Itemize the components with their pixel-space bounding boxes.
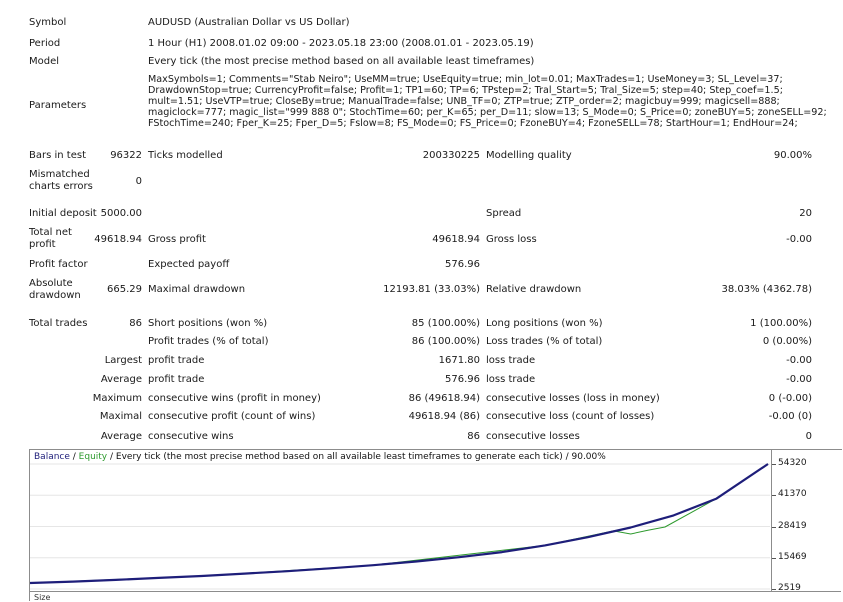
grossloss-label: Gross loss xyxy=(486,234,537,245)
payoff-label: Expected payoff xyxy=(148,259,230,270)
chart-title xyxy=(34,452,606,462)
max-losses-value: 0 (-0.00) xyxy=(768,393,812,404)
profit-trades-value: 86 (100.00%) xyxy=(411,336,480,347)
y-tick-label: 2519 xyxy=(778,583,801,593)
ticks-label: Ticks modelled xyxy=(148,150,223,161)
y-tick-label: 15469 xyxy=(778,551,807,562)
spread-label: Spread xyxy=(486,208,522,219)
chart-title-rest: / Every tick (the most precise method based on all available least timeframes to generate each tick) / 90.00% xyxy=(107,452,606,462)
maximal-profit-value: 49618.94 (86) xyxy=(408,411,480,422)
payoff-value: 576.96 xyxy=(445,259,480,270)
symbol-label: Symbol xyxy=(29,17,67,28)
short-value: 85 (100.00%) xyxy=(411,318,480,329)
model-value: Every tick (the most precise method based on all available least timeframes) xyxy=(148,56,535,67)
average-loss-value: -0.00 xyxy=(786,374,812,385)
chart-title-sep: / xyxy=(69,452,79,462)
chart-plot-area xyxy=(30,450,770,591)
y-tick-label: 28419 xyxy=(778,520,807,531)
loss-trades-label: Loss trades (% of total) xyxy=(486,336,603,347)
avg-wins-label: consecutive wins xyxy=(148,431,234,442)
average-label: Average xyxy=(100,374,142,385)
maximum-label: Maximum xyxy=(92,393,142,404)
balance-chart xyxy=(29,449,842,601)
deposit-label: Initial deposit xyxy=(29,208,97,219)
maxdd-label: Maximal drawdown xyxy=(148,284,246,295)
reldd-value: 38.03% (4362.78) xyxy=(721,284,812,295)
ticks-value: 200330225 xyxy=(422,150,480,161)
y-axis xyxy=(771,450,842,591)
y-tick-mark xyxy=(772,495,776,496)
maximal-label: Maximal xyxy=(99,411,142,422)
long-label: Long positions (won %) xyxy=(486,318,603,329)
quality-label: Modelling quality xyxy=(486,150,572,161)
maximal-loss-value: -0.00 (0) xyxy=(768,411,812,422)
bars-value: 96322 xyxy=(110,150,142,161)
period-label: Period xyxy=(29,38,61,49)
average-profit-label: profit trade xyxy=(148,374,205,385)
netprofit-label-1: Total net xyxy=(29,227,72,238)
average-loss-label: loss trade xyxy=(486,374,536,385)
trades-value: 86 xyxy=(129,318,142,329)
parameters-value: MaxSymbols=1; Comments="Stab Neiro"; UseMM=true; UseEquity=true; min_lot=0.01; MaxTrades=1; UseMoney=3; SL_Level=37; DrawdownStop=true; CurrencyProfit=false; Profit=1; TP1=60; TP=6; TPstep=2; Tral_Start=5; Tral_Size=5; step=40; Step_coef=1.5; mult=1.51; UseVTP=true; CloseBy=true; ManualTrade=false; UNB_TF=0; ZTP=true; ZTP_order=2; magicbuy=999; magicsell=888; magiclock=777; magic_list="999 888 0"; StochTime=60; per_K=65; per_D=11; slow=13; S_Mode=0; S_Price=0; zoneBUY=5; zoneSELL=92; FStochTime=240; Fper_K=25; Fper_D=5; Fslow=8; FS_Mode=0; FS_Price=0; FzoneBUY=4; FzoneSELL=78; StartHour=1; EndHour=24; xyxy=(148,74,827,129)
trades-label: Total trades xyxy=(29,318,88,329)
symbol-value: AUDUSD (Australian Dollar vs US Dollar) xyxy=(148,17,350,28)
model-label: Model xyxy=(29,56,60,67)
y-tick-mark xyxy=(772,527,776,528)
quality-value: 90.00% xyxy=(773,150,812,161)
profit-trades-label: Profit trades (% of total) xyxy=(148,336,269,347)
series-line-equity xyxy=(30,464,768,583)
mismatch-label-1: Mismatched xyxy=(29,169,90,180)
avg-losses-value: 0 xyxy=(805,431,812,442)
period-value: 1 Hour (H1) 2008.01.02 09:00 - 2023.05.18 23:00 (2008.01.01 - 2023.05.19) xyxy=(148,38,534,49)
loss-trades-value: 0 (0.00%) xyxy=(762,336,812,347)
average2-label: Average xyxy=(100,431,142,442)
grossloss-value: -0.00 xyxy=(786,234,812,245)
long-value: 1 (100.00%) xyxy=(750,318,812,329)
short-label: Short positions (won %) xyxy=(148,318,268,329)
y-tick-mark xyxy=(772,464,776,465)
parameters-label: Parameters xyxy=(29,100,87,111)
bars-label: Bars in test xyxy=(29,150,86,161)
largest-loss-value: -0.00 xyxy=(786,355,812,366)
largest-loss-label: loss trade xyxy=(486,355,536,366)
largest-profit-value: 1671.80 xyxy=(438,355,480,366)
maxdd-value: 12193.81 (33.03%) xyxy=(383,284,480,295)
y-tick-label: 54320 xyxy=(778,458,807,468)
avg-losses-label: consecutive losses xyxy=(486,431,580,442)
spread-value: 20 xyxy=(799,208,812,219)
grossprofit-label: Gross profit xyxy=(148,234,206,245)
max-wins-value: 86 (49618.94) xyxy=(408,393,480,404)
netprofit-label-2: profit xyxy=(29,239,56,250)
grossprofit-value: 49618.94 xyxy=(432,234,480,245)
maximal-loss-label: consecutive loss (count of losses) xyxy=(486,411,655,422)
profit-factor-label: Profit factor xyxy=(29,259,88,270)
avg-wins-value: 86 xyxy=(467,431,480,442)
largest-label: Largest xyxy=(104,355,142,366)
netprofit-value: 49618.94 xyxy=(94,234,142,245)
y-tick-mark xyxy=(772,589,776,590)
y-tick-label: 41370 xyxy=(778,489,807,500)
series-line-balance xyxy=(30,464,768,583)
max-wins-label: consecutive wins (profit in money) xyxy=(148,393,321,404)
absdd-value: 665.29 xyxy=(107,284,142,295)
chart-title-equity: Equity xyxy=(78,452,108,462)
mismatch-value: 0 xyxy=(135,176,142,187)
deposit-value: 5000.00 xyxy=(100,208,142,219)
absdd-label-1: Absolute xyxy=(29,278,73,289)
absdd-label-2: drawdown xyxy=(29,290,81,301)
reldd-label: Relative drawdown xyxy=(486,284,582,295)
x-axis-label: Size xyxy=(34,593,51,602)
x-axis-bar xyxy=(30,591,841,602)
average-profit-value: 576.96 xyxy=(445,374,480,385)
max-losses-label: consecutive losses (loss in money) xyxy=(486,393,660,404)
mismatch-label-2: charts errors xyxy=(29,181,93,192)
largest-profit-label: profit trade xyxy=(148,355,205,366)
chart-title-balance: Balance xyxy=(34,452,70,462)
y-tick-mark xyxy=(772,558,776,559)
maximal-profit-label: consecutive profit (count of wins) xyxy=(148,411,316,422)
